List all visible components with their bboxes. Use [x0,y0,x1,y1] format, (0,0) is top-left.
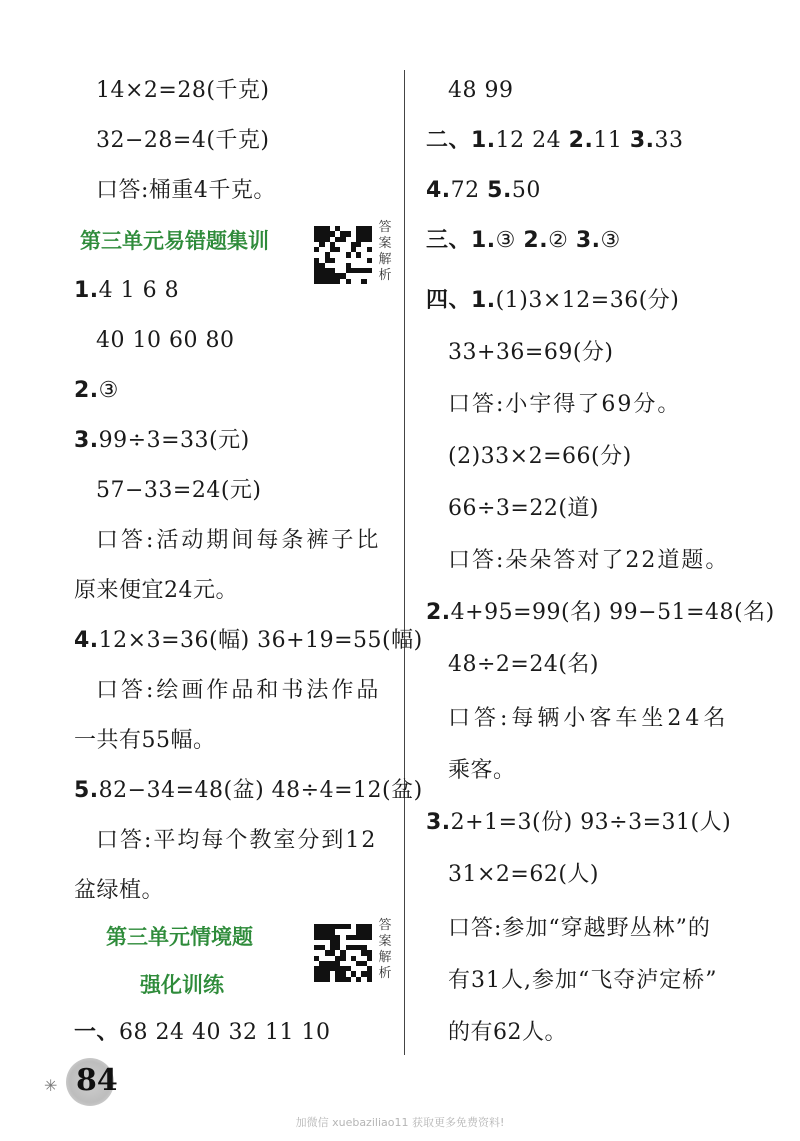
answer-line [426,598,775,628]
answer-line: 口答:每辆小客车坐24名 [448,706,730,731]
answer-text: 2+1=3(份) 93÷3=31(人) [450,810,732,835]
answer-line: 一共有55幅。 [74,728,216,753]
question-number: 3. [629,128,655,153]
question-number: 2. [74,378,99,403]
answer-text: 4+95=99(名) 99−51=48(名) [450,600,775,625]
answer-text: ③ [98,378,119,403]
answer-line [426,126,684,156]
question-number: 4. [426,178,451,203]
answer-text: 68 24 40 32 11 10 [119,1020,331,1045]
answer-text: 50 [511,178,541,203]
answer-line [426,808,731,838]
answer-text: 12 24 [495,128,562,153]
question-number: 3. [575,228,601,253]
answer-line [426,286,679,316]
answer-line: 的有62人。 [448,1020,567,1045]
answer-line [74,776,423,806]
text-line: 32−28=4(千克) [96,128,270,153]
answer-line: 31×2=62(人) [448,862,600,887]
question-number: 2. [523,228,549,253]
question-number: 二、1. [426,128,496,153]
answer-line: 口答:参加“穿越野丛林”的 [448,916,711,941]
section-heading: 强化训练 [140,973,224,997]
answer-line: 48÷2=24(名) [448,652,600,677]
answer-line: 乘客。 [448,758,516,783]
text-line: 口答:桶重4千克。 [96,178,276,203]
question-number: 1. [74,278,99,303]
answer-text: ③ [495,228,516,253]
answer-text: 33 [654,128,684,153]
answer-line: 口答:活动期间每条裤子比 [96,528,382,553]
answer-text: 99÷3=33(元) [98,428,250,453]
answer-line: 口答:平均每个教室分到12 [96,828,378,853]
question-number: 5. [487,178,512,203]
qr-label: 答案解析 [378,918,392,981]
answer-line: 原来便宜24元。 [74,578,238,603]
answer-line [426,226,621,256]
answer-line [74,626,423,656]
answer-text: 12×3=36(幅) 36+19=55(幅) [98,628,423,653]
answer-line: 盆绿植。 [74,878,165,903]
question-number: 2. [568,128,594,153]
qr-code [314,226,372,284]
star-icon: ✳ [44,1076,58,1095]
answer-text: 4 1 6 8 [98,278,180,303]
answer-text: 82−34=48(盆) 48÷4=12(盆) [98,778,423,803]
answer-line: 口答:绘画作品和书法作品 [96,678,382,703]
answer-line [74,1018,330,1048]
question-number: 4. [74,628,99,653]
footer-watermark: 加微信 xuebaziliao11 获取更多免费资料! [295,1116,505,1129]
question-number: 3. [426,810,451,835]
text-line: 14×2=28(千克) [96,78,270,103]
answer-line [74,276,179,306]
answer-line: 57−33=24(元) [96,478,262,503]
column-divider [404,70,405,1055]
answer-line: 48 99 [448,78,514,103]
answer-line: 33+36=69(分) [448,340,614,365]
question-number: 四、1. [426,288,496,313]
answer-line: 口答:小宇得了69分。 [448,392,682,417]
answer-text: (1)3×12=36(分) [495,288,680,313]
section-heading: 第三单元情境题 [106,925,253,949]
answer-text: 72 [450,178,480,203]
answer-line [74,426,250,456]
question-number: 5. [74,778,99,803]
answer-text: ③ [600,228,621,253]
question-number: 2. [426,600,451,625]
answer-line: 口答:朵朵答对了22道题。 [448,548,730,573]
answer-text: ② [548,228,569,253]
qr-code [314,924,372,982]
answer-line [426,176,541,206]
answer-line: (2)33×2=66(分) [448,444,632,469]
answer-line: 40 10 60 80 [96,328,235,353]
answer-text: 11 [593,128,623,153]
section-heading: 第三单元易错题集训 [80,229,269,253]
question-number: 三、1. [426,228,496,253]
qr-label: 答案解析 [378,220,392,283]
question-number: 一、 [74,1020,120,1045]
answer-line: 66÷3=22(道) [448,496,600,521]
question-number: 3. [74,428,99,453]
answer-line [74,376,119,406]
page-number: 84 [76,1063,118,1098]
answer-line: 有31人,参加“飞夺泸定桥” [448,968,718,993]
